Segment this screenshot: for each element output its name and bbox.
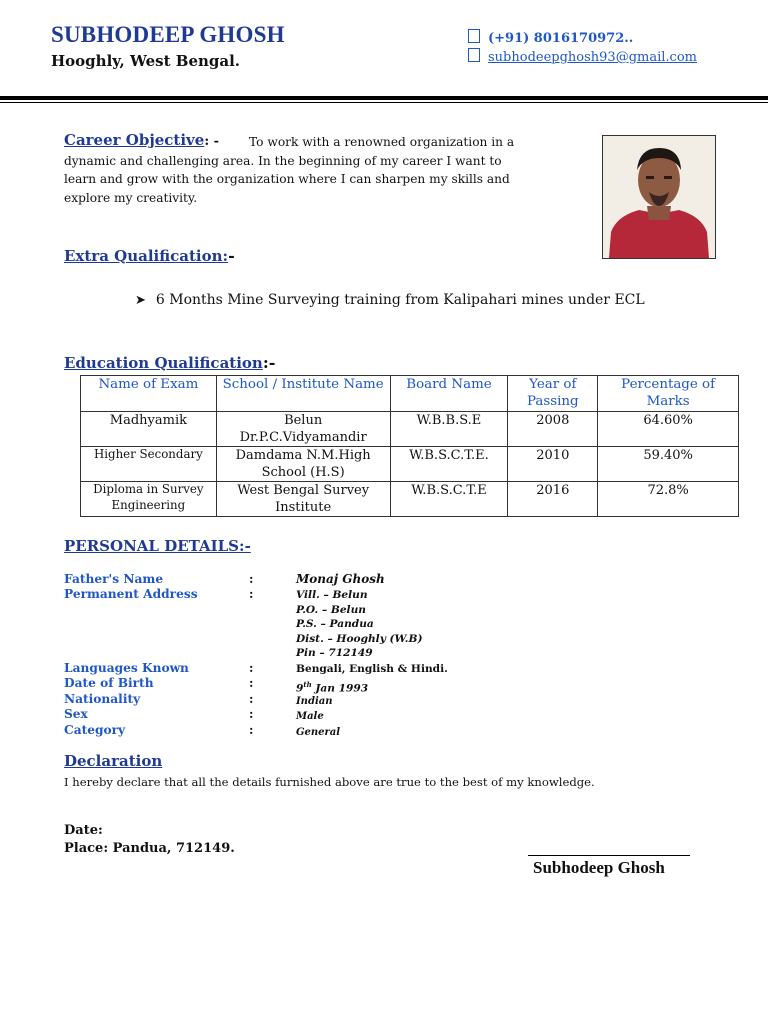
personal-details-title: PERSONAL DETAILS: xyxy=(64,537,245,555)
languages-value: Bengali, English & Hindi. xyxy=(296,663,448,675)
education-table xyxy=(80,375,739,517)
dob-label: Date of Birth xyxy=(64,676,154,690)
colon-separator: : xyxy=(249,707,254,721)
table-row xyxy=(81,412,739,447)
extra-qualification-text: 6 Months Mine Surveying training from Kalipahari mines under ECL xyxy=(155,292,645,308)
table-row xyxy=(81,447,739,482)
colon-separator: : xyxy=(249,676,254,690)
email-contact[interactable] xyxy=(468,48,697,65)
email-link[interactable]: subhodeepghosh93@gmail.com xyxy=(488,50,697,65)
table-cell: 59.40% xyxy=(598,447,739,482)
resume-name: SUBHODEEP GHOSH xyxy=(51,22,285,47)
table-cell: 2010 xyxy=(508,447,598,482)
table-cell: Damdama N.M.High School (H.S) xyxy=(216,447,390,482)
colon-separator: : xyxy=(249,692,254,706)
extra-qualification-suffix: - xyxy=(228,246,235,265)
career-objective-text xyxy=(64,133,534,207)
profile-photo-image xyxy=(603,136,715,258)
arrow-bullet-icon: ➤ xyxy=(135,293,146,308)
sex-label: Sex xyxy=(64,707,88,721)
category-value: General xyxy=(296,727,341,738)
table-cell: Belun Dr.P.C.Vidyamandir xyxy=(216,412,390,447)
table-cell: 64.60% xyxy=(598,412,739,447)
colon-separator: : xyxy=(249,572,254,586)
mail-icon xyxy=(468,48,480,62)
profile-photo xyxy=(602,135,716,259)
date-label: Date: xyxy=(64,823,103,838)
personal-details-heading xyxy=(64,537,251,555)
dob-day: 9 xyxy=(296,682,304,695)
fathers-name-label: Father's Name xyxy=(64,572,164,586)
colon-separator: : xyxy=(249,723,254,737)
education-heading xyxy=(64,353,275,372)
column-header: Name of Exam xyxy=(81,376,217,412)
table-cell: 2008 xyxy=(508,412,598,447)
signature-line xyxy=(528,855,690,856)
column-header: Board Name xyxy=(390,376,508,412)
table-cell: 72.8% xyxy=(598,482,739,517)
place-label: Place: Pandua, 712149. xyxy=(64,841,235,856)
nationality-label: Nationality xyxy=(64,692,141,706)
extra-qualification-item xyxy=(135,292,645,308)
signature-name: Subhodeep Ghosh xyxy=(533,858,665,877)
career-objective-body: in a dynamic and challenging area. In the beginning of my career I want to learn and grow with the organization where I can sharpen my skills and explore my creativity. xyxy=(64,135,515,205)
nationality-value: Indian xyxy=(296,696,333,707)
table-row xyxy=(81,482,739,517)
header-divider-thick xyxy=(0,96,768,100)
languages-label: Languages Known xyxy=(64,661,189,675)
personal-details-suffix: - xyxy=(244,537,251,555)
table-cell: 2016 xyxy=(508,482,598,517)
address-label: Permanent Address xyxy=(64,587,198,601)
address-line: Pin – 712149 xyxy=(296,647,373,659)
sex-value: Male xyxy=(296,711,324,722)
career-objective-first-line: To work with a renowned organization xyxy=(249,135,488,149)
header-divider-thin xyxy=(0,102,768,103)
fathers-name-value: Monaj Ghosh xyxy=(296,572,385,586)
table-cell: West Bengal Survey Institute xyxy=(216,482,390,517)
education-suffix: :- xyxy=(262,353,276,372)
colon-separator: : xyxy=(249,661,254,675)
phone-number: (+91) 8016170972.. xyxy=(488,31,634,46)
phone-contact xyxy=(468,29,633,46)
table-cell: W.B.B.S.E xyxy=(390,412,508,447)
table-cell: Diploma in Survey Engineering xyxy=(81,482,217,517)
career-objective-title: Career Objective xyxy=(64,131,205,149)
education-title: Education Qualification xyxy=(64,354,263,372)
declaration-heading: Declaration xyxy=(64,752,163,770)
table-cell: Higher Secondary xyxy=(81,447,217,482)
phone-icon xyxy=(468,29,480,43)
address-line: Dist. – Hooghly (W.B) xyxy=(296,633,423,645)
extra-qualification-title: Extra Qualification: xyxy=(64,247,229,265)
extra-qualification-heading xyxy=(64,246,235,265)
address-line: P.O. – Belun xyxy=(296,604,366,616)
address-line: P.S. – Pandua xyxy=(296,618,374,630)
table-cell: Madhyamik xyxy=(81,412,217,447)
dob-suffix: th xyxy=(303,680,312,689)
dob-month-year: Jan 1993 xyxy=(311,682,369,695)
column-header: Percentage of Marks xyxy=(598,376,739,412)
table-cell: W.B.S.C.T.E xyxy=(390,482,508,517)
address-line: Vill. – Belun xyxy=(296,589,368,601)
resume-location: Hooghly, West Bengal. xyxy=(51,52,241,70)
declaration-text: I hereby declare that all the details furnished above are true to the best of my knowledge. xyxy=(64,775,595,789)
category-label: Category xyxy=(64,723,126,737)
column-header: Year of Passing xyxy=(508,376,598,412)
table-header-row xyxy=(81,376,739,412)
column-header: School / Institute Name xyxy=(216,376,390,412)
table-cell: W.B.S.C.T.E. xyxy=(390,447,508,482)
career-objective-suffix: : - xyxy=(204,134,220,149)
colon-separator: : xyxy=(249,587,254,601)
